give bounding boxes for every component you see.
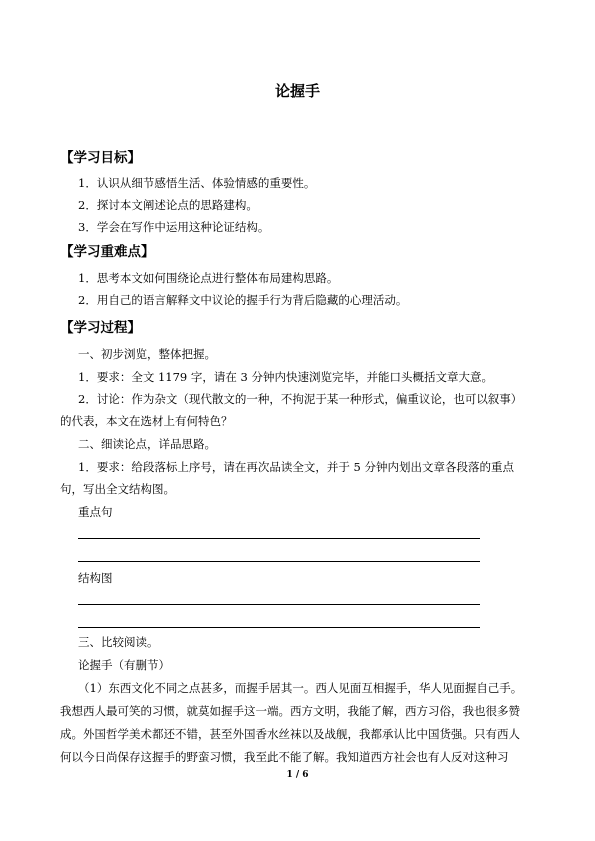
- section-heading-process: 【学习过程】: [60, 320, 141, 336]
- key-point-1: 1．思考本文如何围绕论点进行整体布局建构思路。: [78, 271, 339, 285]
- answer-line: [78, 604, 480, 605]
- section-heading-goals: 【学习目标】: [60, 150, 141, 166]
- process-requirement-1: 1．要求：全文 1179 字，请在 3 分钟内快速浏览完毕，并能口头概括文章大意。: [78, 370, 494, 384]
- reading-paragraph-line-3: 成。外国哲学美术都还不错，甚至外国香水丝袜以及战舰，我都承认比中国货强。只有西人: [60, 727, 520, 741]
- process-step-1: 一、初步浏览，整体把握。: [78, 347, 216, 361]
- goal-item-1: 1．认识从细节感悟生活、体验情感的重要性。: [78, 176, 316, 190]
- answer-line: [78, 627, 480, 628]
- goal-item-2: 2．探讨本文阐述论点的思路建构。: [78, 198, 258, 212]
- answer-line: [78, 561, 480, 562]
- reading-paragraph-line-2: 我想西人最可笑的习惯，就莫如握手这一端。西方文明，我能了解，西方习俗，我也很多赞: [60, 704, 520, 718]
- structure-diagram-label: 结构图: [78, 571, 113, 585]
- process-step-3: 三、比较阅读。: [78, 635, 159, 649]
- reading-title: 论握手（有删节）: [78, 658, 170, 672]
- document-title: 论握手: [274, 82, 320, 100]
- process-discussion: 2．讨论：作为杂文（现代散文的一种，不拘泥于某一种形式，偏重议论，也可以叙事）: [78, 392, 523, 406]
- process-requirement-2: 1．要求：给段落标上序号，请在再次品读全文，并于 5 分钟内划出文章各段落的重点: [78, 460, 514, 474]
- page-number: 1 / 6: [286, 770, 309, 780]
- key-point-2: 2．用自己的语言解释文中议论的握手行为背后隐藏的心理活动。: [78, 293, 408, 307]
- goal-item-3: 3．学会在写作中运用这种论证结构。: [78, 220, 270, 234]
- process-step-2: 二、细读论点，详品思路。: [78, 437, 216, 451]
- key-sentence-label: 重点句: [78, 505, 113, 519]
- answer-line: [78, 538, 480, 539]
- section-heading-key-points: 【学习重难点】: [60, 244, 155, 260]
- process-requirement-2-cont: 句，写出全文结构图。: [60, 482, 175, 496]
- reading-paragraph-line-1: （1）东西文化不同之点甚多，而握手居其一。西人见面互相握手，华人见面握自己手。: [78, 681, 523, 695]
- reading-paragraph-line-4: 何以今日尚保存这握手的野蛮习惯，我至此不能了解。我知道西方社会也有人反对这种习: [60, 750, 509, 764]
- process-discussion-cont: 的代表，本文在选材上有何特色？: [60, 414, 233, 428]
